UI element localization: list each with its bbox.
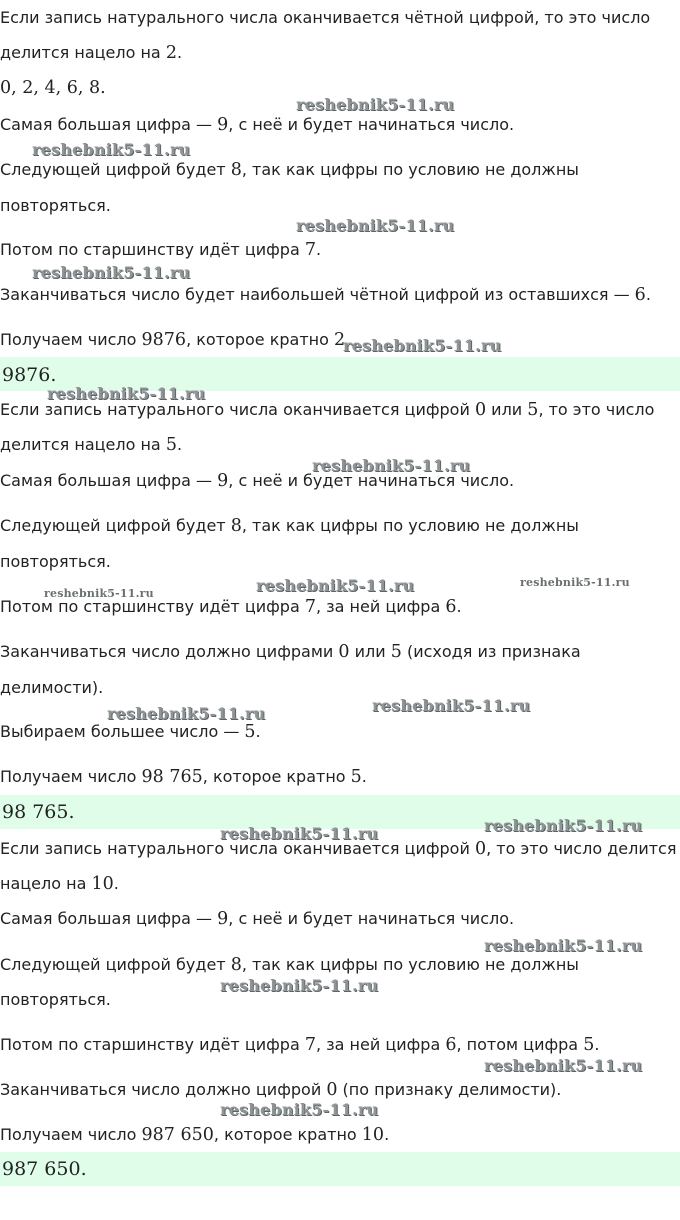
text-line: Потом по старшинству идёт цифра 7, за ней цифра 6, потом цифра 5.	[0, 1035, 600, 1055]
text-line: повторяться.	[0, 196, 111, 215]
watermark: reshebnik5-11.ru	[220, 976, 379, 995]
watermark: reshebnik5-11.ru	[372, 696, 531, 715]
text-line: Следующей цифрой будет 8, так как цифры по условию не должны	[0, 516, 579, 536]
text-line: Следующей цифрой будет 8, так как цифры по условию не должны	[0, 160, 579, 180]
text-line: нацело на 10.	[0, 874, 119, 894]
answer-value: 98 765.	[2, 801, 75, 823]
text-line: Самая большая цифра — 9, с неё и будет начинаться число.	[0, 115, 515, 135]
text-line: делится нацело на 2.	[0, 43, 183, 63]
watermark: reshebnik5-11.ru	[44, 587, 154, 600]
text-line: повторяться.	[0, 552, 111, 571]
watermark: reshebnik5-11.ru	[32, 263, 191, 282]
watermark: reshebnik5-11.ru	[220, 824, 379, 843]
digits-list: 0, 2, 4, 6, 8.	[0, 78, 106, 98]
text-line: делится нацело на 5.	[0, 435, 183, 455]
watermark: reshebnik5-11.ru	[484, 1056, 643, 1075]
watermark: reshebnik5-11.ru	[484, 816, 643, 835]
text-line: повторяться.	[0, 990, 111, 1009]
watermark: reshebnik5-11.ru	[47, 384, 206, 403]
text-line: Если запись натурального числа оканчивается цифрой 0, то это число делится	[0, 839, 677, 859]
text-line: Заканчиваться число должно цифрой 0 (по признаку делимости).	[0, 1080, 562, 1100]
watermark: reshebnik5-11.ru	[296, 216, 455, 235]
watermark: reshebnik5-11.ru	[520, 576, 630, 589]
text-line: Получаем число 98 765, которое кратно 5.	[0, 767, 367, 787]
text-line: Заканчиваться число должно цифрами 0 или 5 (исходя из признака	[0, 642, 581, 662]
answer-value: 9876.	[2, 364, 57, 386]
text-line: Выбираем большее число — 5.	[0, 722, 261, 742]
text-line: Заканчиваться число будет наибольшей чётной цифрой из оставшихся — 6.	[0, 285, 651, 305]
text-line: Потом по старшинству идёт цифра 7, за ней цифра 6.	[0, 597, 462, 617]
text-line: Если запись натурального числа оканчивается чётной цифрой, то это число	[0, 8, 651, 27]
watermark: reshebnik5-11.ru	[256, 576, 415, 595]
watermark: reshebnik5-11.ru	[484, 936, 643, 955]
text-line: Если запись натурального числа оканчивается цифрой 0 или 5, то это число	[0, 400, 655, 420]
text-line: Потом по старшинству идёт цифра 7.	[0, 240, 322, 260]
text-line: Следующей цифрой будет 8, так как цифры по условию не должны	[0, 955, 579, 975]
watermark: reshebnik5-11.ru	[32, 140, 191, 159]
text-line: Самая большая цифра — 9, с неё и будет начинаться число.	[0, 909, 515, 929]
text-line: делимости).	[0, 678, 104, 697]
watermark: reshebnik5-11.ru	[343, 336, 502, 355]
answer-value: 987 650.	[2, 1158, 87, 1180]
text-line: Получаем число 987 650, которое кратно 10.	[0, 1125, 390, 1145]
answer-box	[0, 1152, 680, 1186]
watermark: reshebnik5-11.ru	[107, 704, 266, 723]
text-line: Самая большая цифра — 9, с неё и будет начинаться число.	[0, 471, 515, 491]
text-line: Получаем число 9876, которое кратно 2	[0, 330, 346, 350]
watermark: reshebnik5-11.ru	[296, 95, 455, 114]
watermark: reshebnik5-11.ru	[312, 456, 471, 475]
watermark: reshebnik5-11.ru	[220, 1100, 379, 1119]
